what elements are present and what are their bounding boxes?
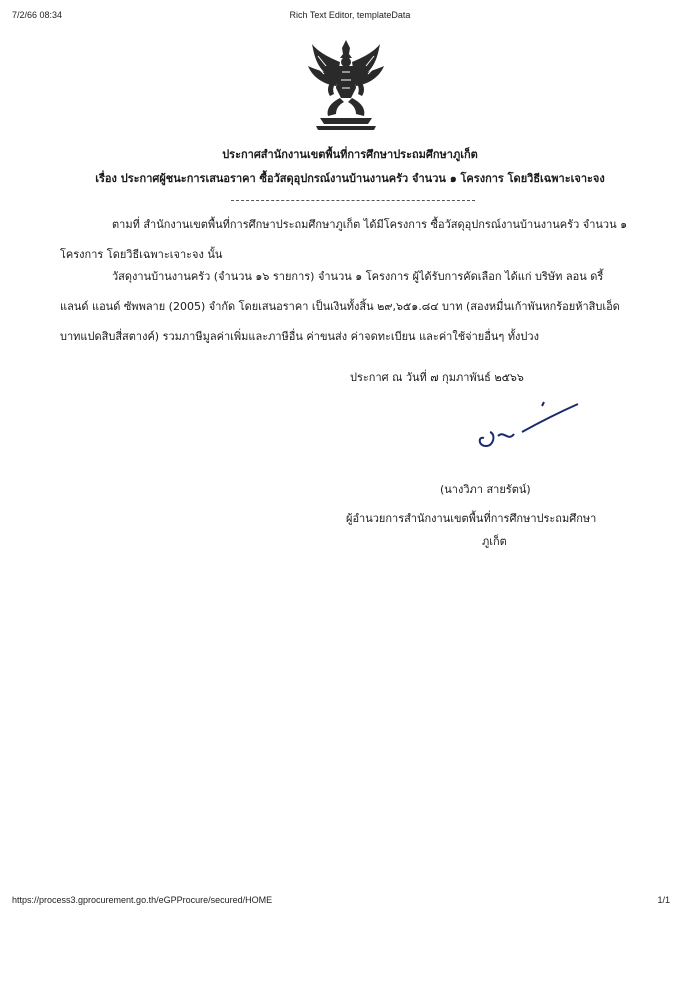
paragraph-winner bbox=[60, 262, 630, 352]
announcement-date: ประกาศ ณ วันที่ ๗ กุมภาพันธ์ ๒๕๖๖ bbox=[350, 371, 524, 384]
signer-position-cont: ภูเก็ต bbox=[482, 535, 507, 548]
signer-name: (นางวิภา สายรัตน์) bbox=[440, 483, 531, 496]
title-divider bbox=[231, 200, 475, 201]
announcement-subject: เรื่อง ประกาศผู้ชนะการเสนอราคา ซื้อวัสดุอุปกรณ์งานบ้านงานครัว จำนวน ๑ โครงการ โดยวิธีเฉพาะเจาะจง bbox=[95, 172, 605, 185]
garuda-emblem-icon bbox=[306, 38, 386, 134]
page-number: 1/1 bbox=[657, 895, 670, 905]
paragraph-intro-text: ตามที่ สำนักงานเขตพื้นที่การศึกษาประถมศึกษาภูเก็ต ได้มีโครงการ ซื้อวัสดุอุปกรณ์งานบ้านงานครัว จำนวน ๑ โครงการ โดยวิธีเฉพาะเจาะจง นั้น bbox=[60, 218, 628, 261]
footer-url: https://process3.gprocurement.go.th/eGPProcure/secured/HOME bbox=[12, 895, 273, 905]
signature-icon bbox=[470, 386, 590, 466]
signer-position: ผู้อำนวยการสำนักงานเขตพื้นที่การศึกษาประถมศึกษา bbox=[346, 512, 597, 525]
print-datetime: 7/2/66 08:34 bbox=[12, 10, 63, 20]
paragraph-winner-text: วัสดุงานบ้านงานครัว (จำนวน ๑๖ รายการ) จำนวน ๑ โครงการ ผู้ได้รับการคัดเลือก ได้แก่ บริษัท ลอน ดรี้แลนด์ แอนด์ ซัพพลาย (2005) จำกัด โดยเสนอราคา เป็นเงินทั้งสิ้น ๒๙,๖๕๑.๘๔ บาท (สองหมื่นเก้าพันหกร้อยห้าสิบเอ็ดบาทแปดสิบสี่สตางค์) รวมภาษีมูลค่าเพิ่มและภาษีอื่น ค่าขนส่ง ค่าจดทะเบียน และค่าใช้จ่ายอื่นๆ ทั้งปวง bbox=[60, 270, 620, 343]
window-title: Rich Text Editor, templateData bbox=[289, 10, 411, 20]
paragraph-intro bbox=[60, 210, 630, 270]
announcement-title: ประกาศสำนักงานเขตพื้นที่การศึกษาประถมศึกษาภูเก็ต bbox=[222, 148, 478, 161]
